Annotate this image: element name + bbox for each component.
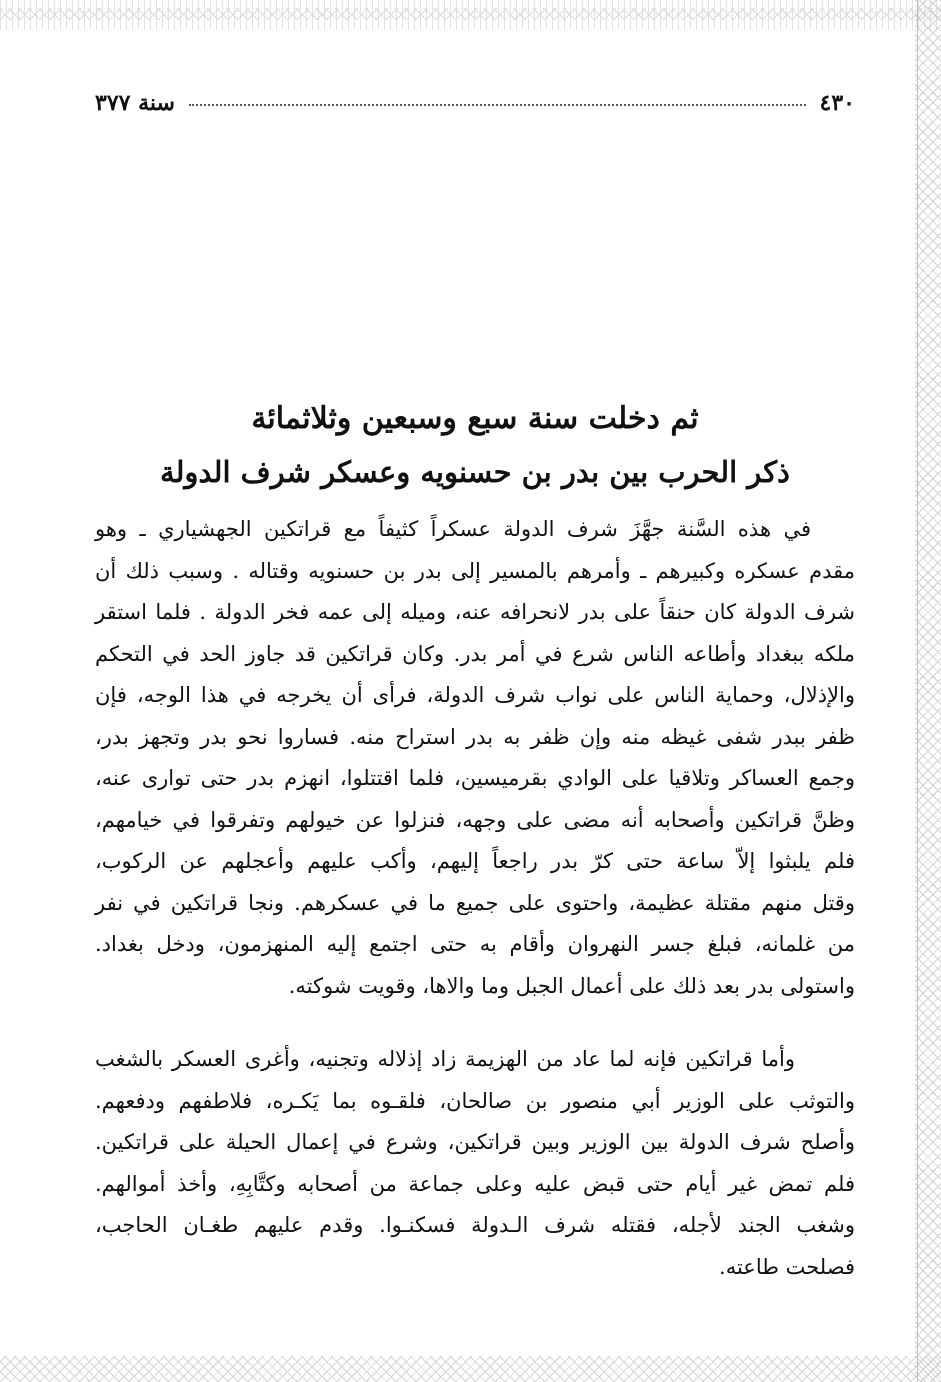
header-dotted-leader <box>189 103 806 106</box>
text-line: شرف الدولة كان حنقاً على بدر لانحرافه عنه، وميله إلى عمه فخر الدولة . فلما استقر <box>95 600 855 624</box>
text-line: فلم تمض غير أيام حتى قبض عليه وعلى جماعة من أصحابه وكتَّابِهِ، وأخذ أموالهم. <box>95 1171 855 1196</box>
right-decorative-border <box>915 0 941 1382</box>
text-line: واستولى بدر بعد ذلك على أعمال الجبل وما والاها، وقويت شوكته. <box>288 973 855 998</box>
text-line: فصلحت طاعته. <box>719 1254 855 1279</box>
text-line: وقتل منهم مقتلة عظيمة، واحتوى على جميع ما في عسكرهم. ونجا قراتكين في نفر <box>95 890 855 915</box>
running-head-year: سنة ٣٧٧ <box>95 90 175 116</box>
text-line: وظنَّ قراتكين وأصحابه أنه مضى على وجهه، فنزلوا عن خيولهم وتفرقوا في خيامهم، <box>95 807 855 832</box>
book-page <box>95 90 855 1288</box>
text-line: من غلمانه، فبلغ جسر النهروان وأقام به حتى اجتمع إليه المنهزمون، ودخل بغداد. <box>95 932 855 956</box>
text-line: والإذلال، وحماية الناس على نواب شرف الدولة، فرأى أن يخرجه في هذا الوجه، فإن <box>95 683 855 707</box>
text-line: فلم يلبثوا إلاّ ساعة حتى كرّ بدر راجعاً إليهم، وأكب عليهم وأعجلهم عن الركوب، <box>95 849 855 873</box>
running-header <box>95 90 855 124</box>
chapter-title: ثم دخلت سنة سبع وسبعين وثلاثمائة <box>251 401 699 436</box>
top-decorative-border <box>0 0 941 30</box>
text-line: وشغب الجند لأجله، فقتله شرف الـدولة فسكنـوا. وقدم عليهم طغـان الحاجب، <box>95 1213 855 1237</box>
section-heading: ذكر الحرب بين بدر بن حسنويه وعسكر شرف الدولة <box>160 455 790 489</box>
bottom-decorative-border <box>0 1356 941 1382</box>
text-line: ملكه ببغداد وأطاعه الناس شرع في أمر بدر. وكان قراتكين قد جاوز الحد في التحكم <box>95 641 855 666</box>
text-line: وأصلح شرف الدولة بين الوزير وبين قراتكين، وشرع في إعمال الحيلة على قراتكين. <box>95 1130 855 1154</box>
text-line: وجمع العساكر وتلاقيا على الوادي بقرميسين، فلما اقتتلوا، انهزم بدر حتى توارى عنه، <box>95 766 855 790</box>
text-line: مقدم عسكره وكبيرهم ـ وأمرهم بالمسير إلى بدر بن حسنويه وقتاله . وسبب ذلك أن <box>95 558 855 583</box>
paragraph-1 <box>95 509 855 1007</box>
text-line: في هذه السَّنة جهَّزَ شرف الدولة عسكراً كثيفاً مع قراتكين الجهشياري ـ وهو <box>95 517 811 541</box>
page-number: ٤٣٠ <box>819 90 855 116</box>
text-line: والتوثب على الوزير أبي منصور بن صالحان، فلقـوه بما يَكـره، فلاطفهم ودفعهم. <box>95 1088 855 1113</box>
text-line: ظفر ببدر شفى غيظه منه وإن ظفر به بدر استراح منه. فساروا نحو بدر وتجهز بدر، <box>95 724 855 749</box>
text-line: وأما قراتكين فإنه لما عاد من الهزيمة زاد إذلاله وتجنيه، وأغرى العسكر بالشغب <box>95 1047 795 1071</box>
paragraph-2 <box>95 1039 855 1288</box>
